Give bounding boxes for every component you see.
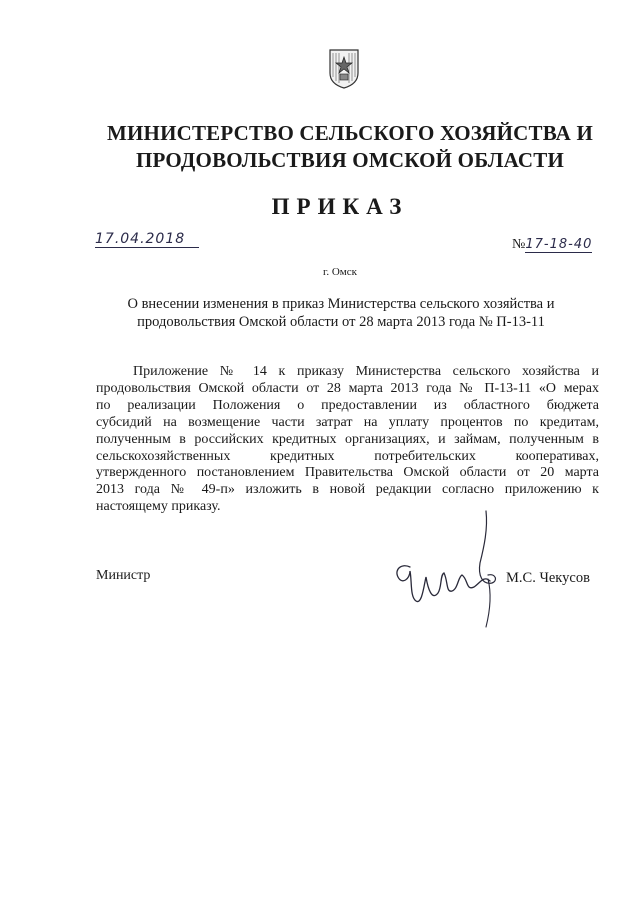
subject-line-2: продовольствия Омской области от 28 марта 2013 года № П-13-11	[137, 314, 545, 330]
signer-role: Министр	[96, 568, 151, 583]
body-line: сельскохозяйственных кредитных потребительских кооперативах,	[96, 448, 599, 464]
number-value: 17-18-40	[525, 237, 593, 252]
ministry-name	[60, 120, 640, 174]
body-line: утвержденного постановлением Правительства Омской области от 20 марта	[96, 465, 599, 481]
order-subject	[96, 295, 586, 331]
signer-name: М.С. Чекусов	[506, 570, 590, 586]
body-line: по реализации Положения о предоставлении из областного бюджета	[96, 397, 599, 413]
body-line: субсидий на возмещение части затрат на уплату процентов по кредитам,	[96, 414, 599, 430]
subject-line-1: О внесении изменения в приказ Министерства сельского хозяйства и	[127, 296, 555, 312]
number-prefix: №	[512, 237, 526, 252]
order-body	[96, 364, 599, 516]
body-line: 2013 года № 49-п» изложить в новой редакции согласно приложению к	[96, 482, 599, 498]
city: г. Омск	[323, 266, 357, 278]
document-type: ПРИКАЗ	[271, 194, 409, 219]
order-date: 17.04.2018	[95, 232, 199, 248]
body-line: продовольствия Омской области от 28 марта 2013 года № П-13-11 «О мерах	[96, 380, 599, 396]
order-number	[512, 237, 592, 253]
body-line: настоящему приказу.	[96, 499, 221, 515]
coat-of-arms-icon	[327, 47, 361, 89]
ministry-line-2: ПРОДОВОЛЬСТВИЯ ОМСКОЙ ОБЛАСТИ	[135, 148, 565, 172]
body-line: полученным в российских кредитных организациях, и займам, полученным в	[96, 431, 599, 447]
ministry-line-1: МИНИСТЕРСТВО СЕЛЬСКОГО ХОЗЯЙСТВА И	[106, 121, 593, 145]
signature-icon	[388, 505, 508, 635]
body-line: Приложение № 14 к приказу Министерства сельского хозяйства и	[133, 364, 599, 379]
